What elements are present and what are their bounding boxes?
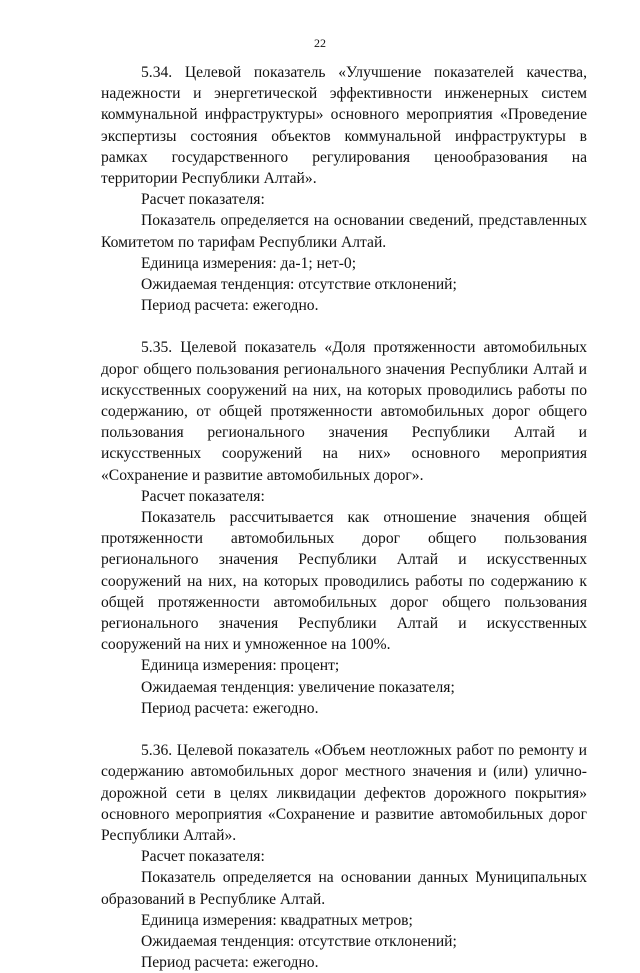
indicator-title: 5.36. Целевой показатель «Объем неотложных работ по ремонту и содержанию автомобильных дорог местного значения и (или) улично-дорожной сети в целях ликвидации дефектов дорожного покрытия» основного мероприятия «Сохранение и развитие автомобильных дорог Республики Алтай».: [101, 742, 587, 844]
page-number: 22: [314, 36, 326, 50]
calc-label: Расчет показателя:: [141, 848, 265, 866]
section-5-34: [101, 62, 587, 316]
calc-label: Расчет показателя:: [141, 487, 265, 505]
calc-text: Показатель определяется на основании сведений, представленных Комитетом по тарифам Республики Алтай.: [101, 212, 587, 251]
trend-line: Ожидаемая тенденция: отсутствие отклонений;: [141, 276, 457, 294]
period-line: Период расчета: ежегодно.: [141, 954, 319, 972]
trend-line: Ожидаемая тенденция: увеличение показателя;: [141, 678, 455, 696]
indicator-title: 5.35. Целевой показатель «Доля протяженности автомобильных дорог общего пользования регионального значения Республики Алтай и искусственных сооружений на них, на которых проводились работы по содержанию, от общей протяженности автомобильных дорог общего пользования регионального значения Республики Алтай и искусственных сооружений на них» основного мероприятия «Сохранение и развитие автомобильных дорог».: [101, 339, 587, 484]
calc-text: Показатель определяется на основании данных Муниципальных образований в Республике Алтай.: [101, 869, 587, 908]
section-5-35: [101, 337, 587, 719]
calc-label: Расчет показателя:: [141, 191, 265, 209]
period-line: Период расчета: ежегодно.: [141, 297, 319, 315]
unit-line: Единица измерения: да-1; нет-0;: [141, 254, 357, 272]
unit-line: Единица измерения: процент;: [141, 657, 340, 675]
period-line: Период расчета: ежегодно.: [141, 699, 319, 717]
indicator-title: 5.34. Целевой показатель «Улучшение показателей качества, надежности и энергетической эффективности инженерных систем коммунальной инфраструктуры» основного мероприятия «Проведение экспертизы состояния объектов коммунальной инфраструктуры в рамках государственного регулирования ценообразования на территории Республики Алтай».: [101, 64, 587, 188]
document-body: [101, 62, 587, 973]
unit-line: Единица измерения: квадратных метров;: [141, 911, 413, 929]
calc-text: Показатель рассчитывается как отношение значения общей протяженности автомобильных дорог общего пользования регионального значения Республики Алтай и искусственных сооружений на них, на которых проводились работы по содержанию к общей протяженности автомобильных дорог общего пользования регионального значения Республики Алтай и искусственных сооружений на них и умноженное на 100%.: [101, 509, 587, 654]
section-5-36: [101, 740, 587, 973]
trend-line: Ожидаемая тенденция: отсутствие отклонений;: [141, 932, 457, 950]
